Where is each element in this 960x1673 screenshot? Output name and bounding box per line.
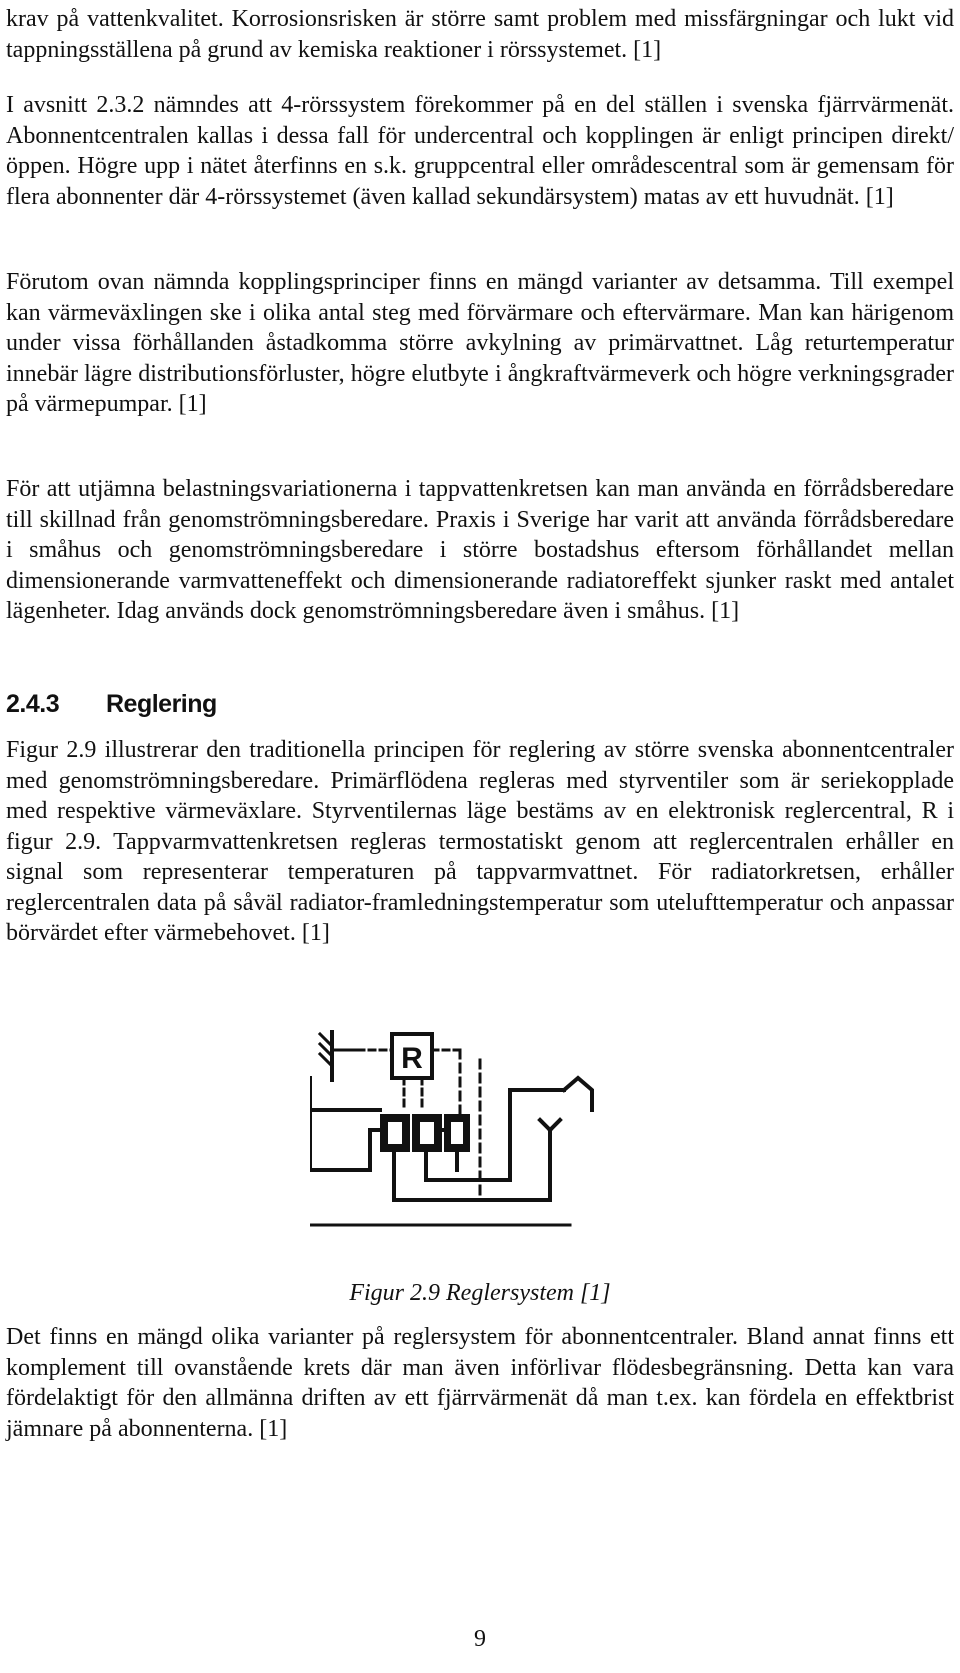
paragraph-four-pipe-system: I avsnitt 2.3.2 nämndes att 4-rörssystem förekommer på en del ställen i svenska fjärrvärmenät. Abonnentcentralen kallas i dessa fall för undercentral och kopplingen är enligt principen direkt/öppen. Högre upp i nätet återfinns en s.k. gruppcentral eller områdescentral som är gemensam för flera abonnenter där 4-rörssystemet (även kallad sekundärsystem) matas av ett huvudnät. [1] xyxy=(6,92,954,210)
regulation-system-diagram xyxy=(310,1020,670,1270)
figure-caption: Figur 2.9 Reglersystem [1] xyxy=(349,1280,611,1306)
paragraph-regulation-principle: Figur 2.9 illustrerar den traditionella principen för reglering av större svenska abonnentcentraler med genomströmningsberedare. Primärflödena regleras med styrventiler som är seriekopplade med respektive värmeväxlare. Styrventilernas läge bestäms av en elektronisk reglercentral, R i figur 2.9. Tappvarmvattenkretsen regleras termostatiskt genom att reglercentralen erhåller en signal som representerar temperaturen på tappvarmvattnet. För radiatorkretsen, erhåller reglercentralen data på såväl radiator-framledningstemperatur som utelufttemperatur och anpassar börvärdet efter värmebehovet. [1] xyxy=(6,737,954,946)
paragraph-coupling-variants: Förutom ovan nämnda kopplingsprinciper finns en mängd varianter av detsamma. Till exempel kan värmeväxlingen ske i olika antal steg med förvärmare och eftervärmare. Man kan härigenom under vissa förhållanden åstadkomma större avkylning av primärvattnet. Låg returtemperatur innebär lägre distributionsförluster, högre elutbyte i ångkraftvärmeverk och högre verkningsgrader på värmepumpar. [1] xyxy=(6,269,954,417)
section-title: Reglering xyxy=(106,690,217,718)
controller-label: R xyxy=(401,1042,423,1075)
section-heading xyxy=(6,688,217,720)
paragraph-water-quality: krav på vattenkvalitet. Korrosionsrisken är större samt problem med missfärgningar och lukt vid tappningsställena på grund av kemiska reaktioner i rörssystemet. [1] xyxy=(6,6,954,63)
paragraph-regulation-variants: Det finns en mängd olika varianter på reglersystem för abonnentcentraler. Bland annat finns ett komplement till ovanstående krets där man även införlivar flödesbegränsning. Detta kan vara fördelaktigt för den allmänna driften av ett fjärrvärmenät då man t.ex. kan fördela en effektbrist jämnare på abonnenterna. [1] xyxy=(6,1324,954,1442)
paragraph-storage-heater: För att utjämna belastningsvariationerna i tappvattenkretsen kan man använda en förrådsberedare till skillnad från genomströmningsberedare. Praxis i Sverige har varit att använda förrådsberedare i småhus och genomströmningsberedare i större bostadshus eftersom förhållandet mellan dimensionerande varmvatteneffekt och dimensionerande radiatoreffekt sjunker raskt med antalet lägenheter. Idag används dock genomströmningsberedare även i småhus. [1] xyxy=(6,476,954,624)
section-number: 2.4.3 xyxy=(6,690,60,718)
page-number: 9 xyxy=(474,1626,486,1652)
